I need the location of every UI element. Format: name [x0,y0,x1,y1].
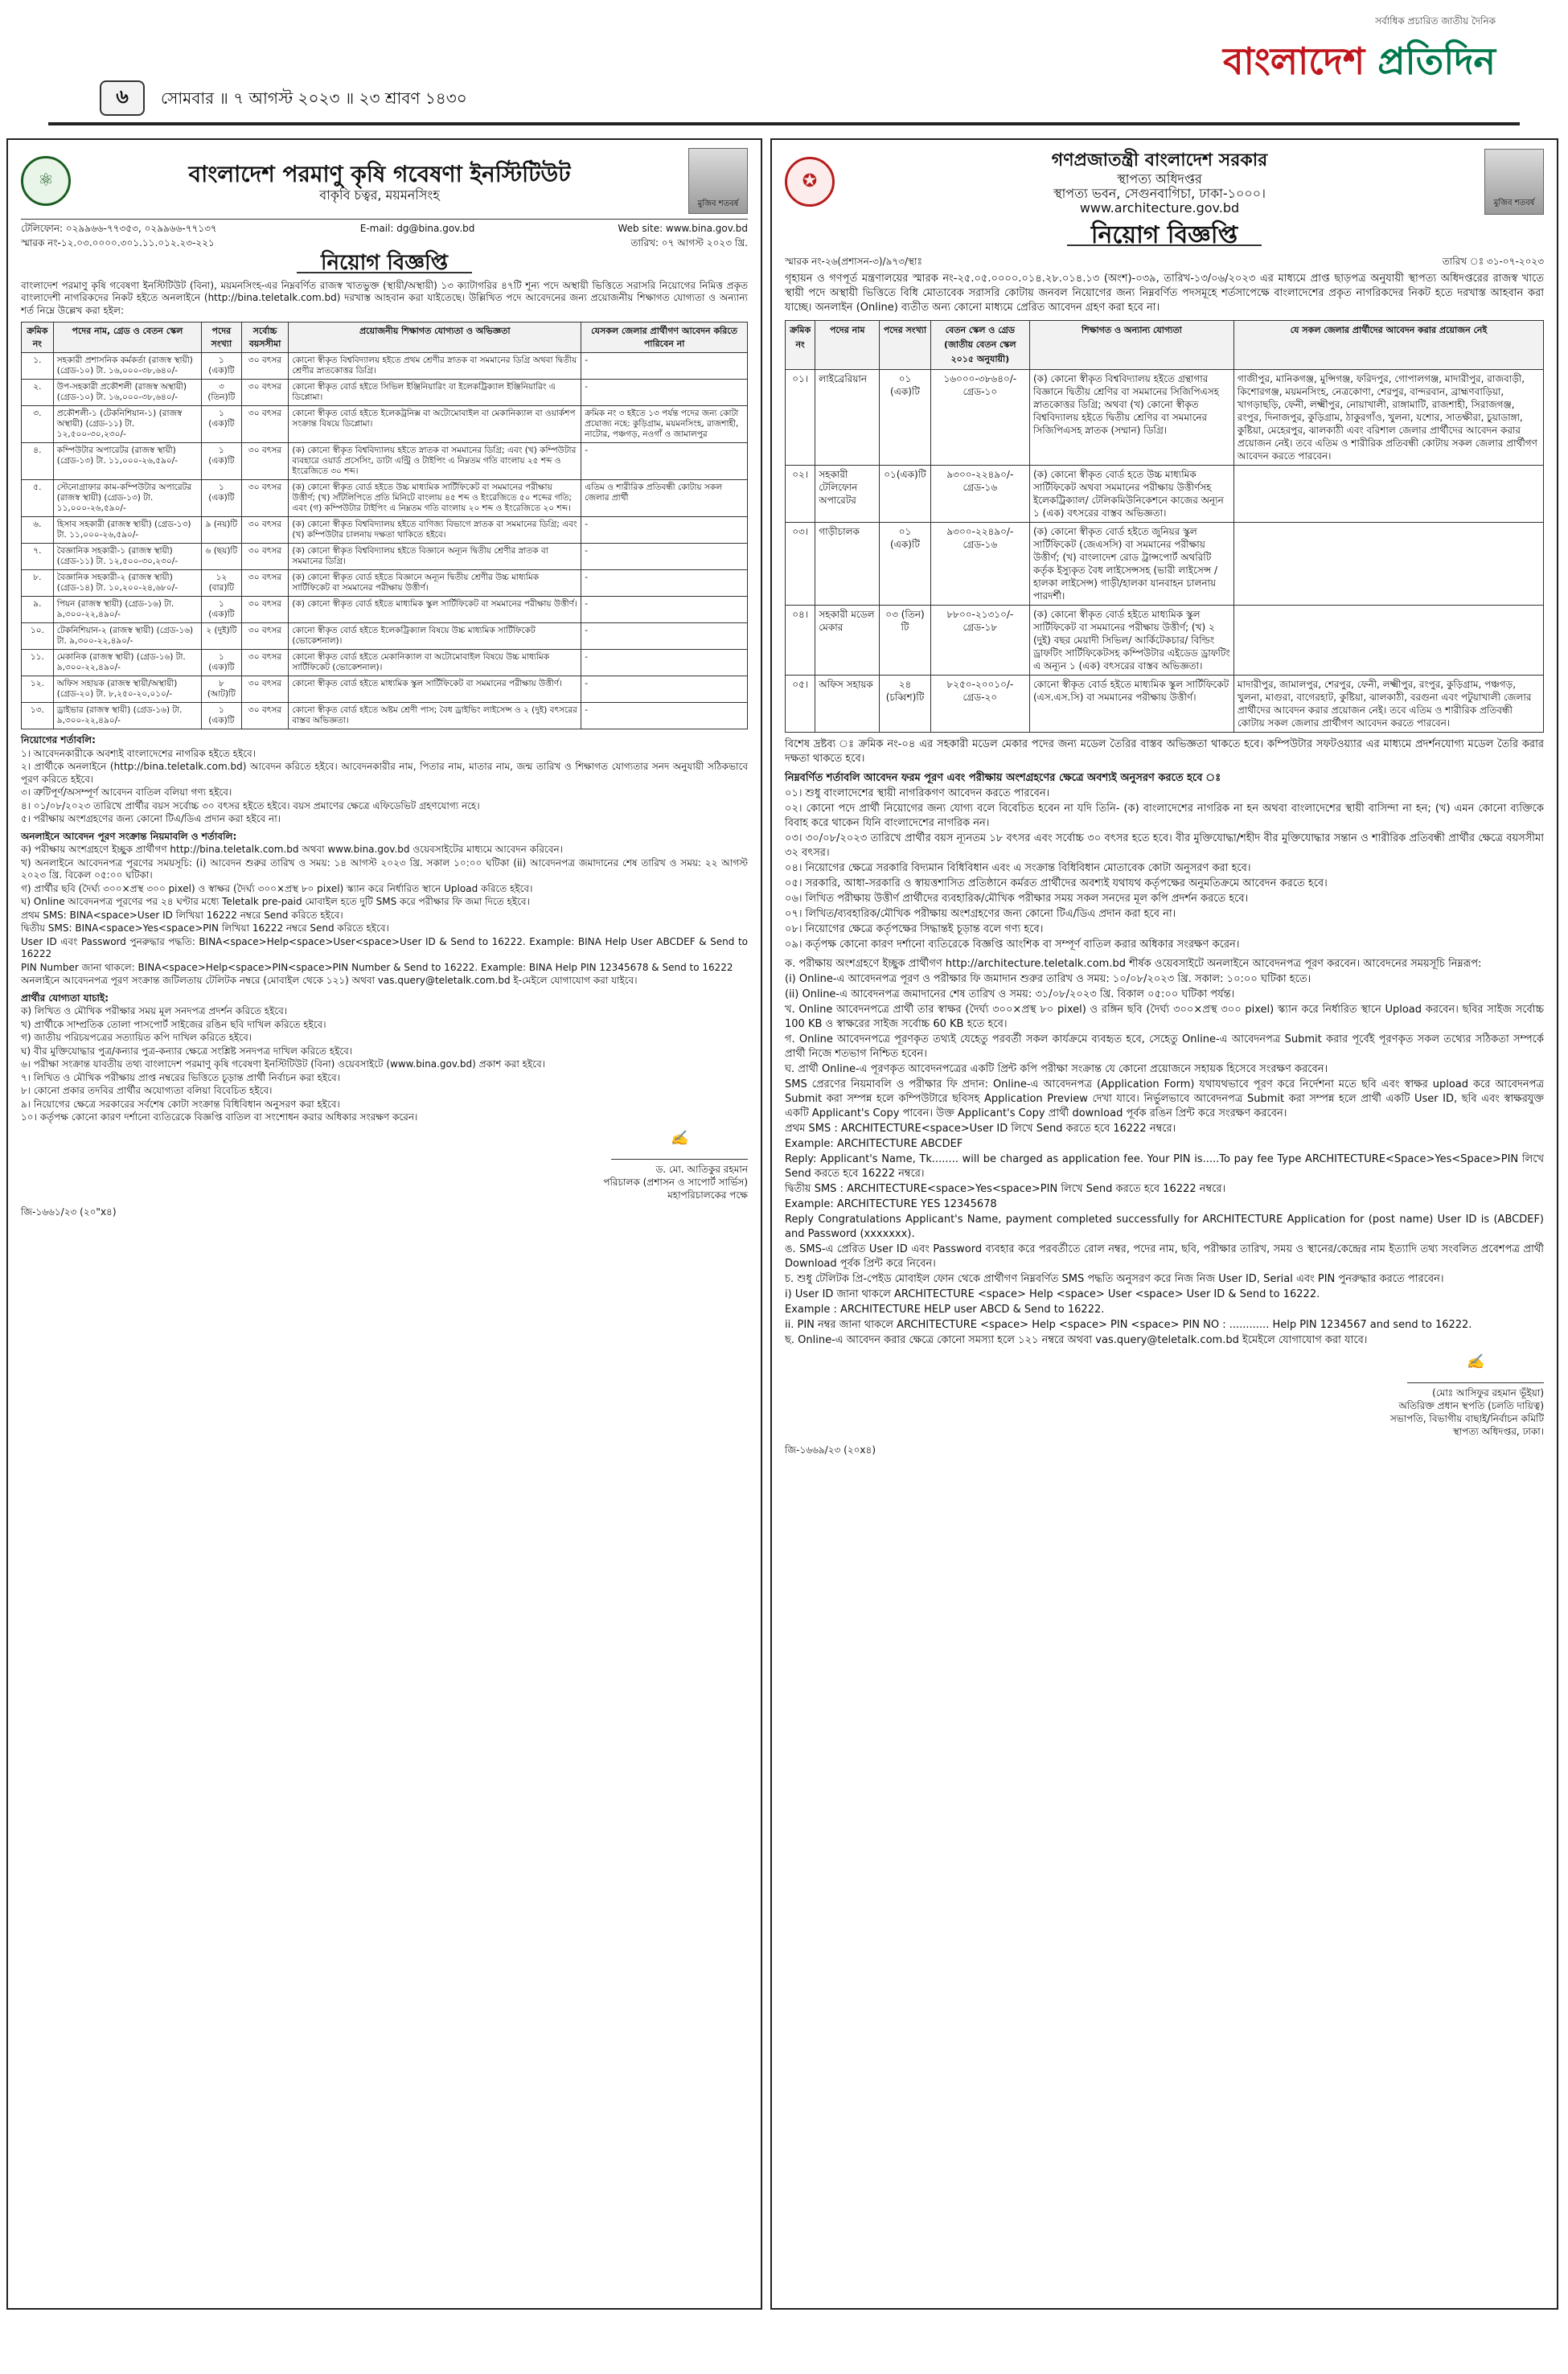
list-item: ৬। পরীক্ষা সংক্রান্ত যাবতীয় তথ্য বাংলাদেশ পরমাণু কৃষি গবেষণা ইনস্টিটিউট (বিনা) ওয়েবসাইটে (www.bina.gov.bd) প্রকাশ করা হইবে। [21,1058,545,1070]
list-item: ঘ) Online আবেদনপত্র পূরণের পর ২৪ ঘণ্টার মধ্যে Teletalk pre-paid মোবাইল হতে দুটি SMS করে পরীক্ষার ফি জমা দিতে হইবে। [21,896,530,907]
vacancy-table [21,322,748,729]
signer-role: সভাপতি, বিভাগীয় বাছাই/নির্বাচন কমিটি [1389,1413,1544,1424]
table-cell: ৩০ বৎসর [241,353,289,380]
table-cell: ৩০ বৎসর [241,570,289,597]
table-row [22,650,748,676]
table-cell: - [581,544,748,570]
table-header: পদের নাম [815,321,880,370]
table-cell: সহকারী টেলিফোন অপারেটর [815,466,880,523]
mujib-portrait-icon [1484,149,1544,215]
table-cell: ১ (এক)টি [202,406,241,443]
architecture-recruitment-ad [770,138,1558,2310]
table-cell: ৫. [22,480,54,517]
gov-header [785,148,1544,220]
website: Web site: www.bina.gov.bd [618,223,748,234]
table-row [22,380,748,406]
final-notes-list [21,1058,748,1124]
list-item: ৮। কোনো প্রকার তদবির প্রার্থীর অযোগ্যতা বলিয়া বিবেচিত হইবে। [21,1085,273,1096]
table-cell: ৯৩০০-২২৪৯০/- গ্রেড-১৬ [930,523,1029,606]
dept-website: www.architecture.gov.bd [1079,200,1240,216]
table-cell: ক্রমিক নং ৩ হইতে ১৩ পর্যন্ত পদের জন্য কোটা প্রযোজ্য নহে: কুড়িগ্রাম, ময়মনসিংহ, রাজশাহী, নাটোর, পঞ্চগড়, নওগাঁ ও জামালপুর [581,406,748,443]
table-cell: (ক) কোনো স্বীকৃত বোর্ড হইতে মাধ্যমিক স্কুল সার্টিফিকেট বা সমমানের পরীক্ষায় উত্তীর্ণ; (খ) ২ (দুই) বছর মেয়াদী সিভিল/ আর্কিটেকচার/ বিল্ডিং ড্রাফটিং সার্টিফিকেটসহ কম্পিউটার এইডেড ড্রাফটিং এ অন্যূন ১ (এক) বৎসরের বাস্তব অভিজ্ঞতা। [1029,606,1233,676]
list-item: গ) প্রার্থীর ছবি (দৈর্ঘ্য ৩০০×প্রস্থ ৩০০ pixel) ও স্বাক্ষর (দৈর্ঘ্য ৩০০×প্রস্থ ৮০ pixel) স্ক্যান করে নির্ধারিত স্থানে Upload করিতে হইবে। [21,882,533,894]
table-cell: ৩০ বৎসর [241,406,289,443]
table-cell: অফিস সহায়ক (রাজস্ব স্থায়ী/অস্থায়ী) (গ্রেড-২০) টা. ৮,২৫০-২০,০১০/- [53,676,201,703]
table-cell: কোনো স্বীকৃত বোর্ড হইতে মাধ্যমিক স্কুল সার্টিফিকেট (এস.এস.সি) বা সমমানের পরীক্ষায় উত্তীর্ণ। [1029,676,1233,733]
list-item: ৭। লিখিত ও মৌখিক পরীক্ষায় প্রাপ্ত নম্বরের ভিত্তিতে চূড়ান্ত প্রার্থী নির্বাচন করা হইবে। [21,1071,340,1083]
table-cell: ৩০ বৎসর [241,380,289,406]
table-row [22,703,748,729]
dept-name: স্থাপত্য অধিদপ্তর [1117,171,1202,187]
list-item: দ্বিতীয় SMS: BINA<space>Yes<space>PIN লিখিয়া 16222 নম্বরে Send করিতে হইবে। [21,922,389,934]
table-row [22,353,748,380]
signature-block [21,1129,748,1201]
table-cell: ৬. [22,517,54,544]
list-item: (i) Online-এ আবেদনপত্র পূরণ ও পরীক্ষার ফি জমাদান শুরুর তারিখ ও সময়: ১০/০৮/২০২৩ খ্রি. সকাল: ১০:০০ ঘটিকা হতে। [785,973,1311,985]
table-cell: ৯৩০০-২২৪৯০/- গ্রেড-১৬ [930,466,1029,523]
brand-name-part2: প্রতিদিন [1377,39,1496,83]
table-cell: ০৪। [786,606,815,676]
table-header: ক্রমিক নং [22,322,54,353]
table-row [22,406,748,443]
table-cell: ০৩ (তিন) টি [880,606,931,676]
table-cell: ২৪ (চব্বিশ)টি [880,676,931,733]
table-cell: ২ (দুই)টি [202,623,241,650]
table-cell: (ক) কোনো স্বীকৃত বোর্ড হইতে মাধ্যমিক স্কুল সার্টিফিকেট বা সমমানের পরীক্ষায় উত্তীর্ণ। [289,597,581,623]
table-cell: (ক) কোনো স্বীকৃত বিশ্ববিদ্যালয় হইতে বাণিজ্য বিভাগে স্নাতক বা সমমানের ডিগ্রি; এবং (খ) কম্পিউটার চালনায় দক্ষতা থাকিতে হইবে। [289,517,581,544]
signature-icon: ✍ [611,1132,748,1160]
table-cell: - [581,380,748,406]
table-cell: - [581,623,748,650]
table-row [786,466,1544,523]
table-cell: ১ (এক)টি [202,703,241,729]
table-row [22,597,748,623]
table-cell: অফিস সহায়ক [815,676,880,733]
notes-heading: নিয়োগের শর্তাবলি: [21,734,96,745]
signature-icon: ✍ [1407,1356,1544,1383]
list-item: দ্বিতীয় SMS : ARCHITECTURE<space>Yes<space>PIN লিখে Send করতে হবে 16222 নম্বরে। [785,1183,1226,1195]
list-item: ঘ) বীর মুক্তিযোদ্ধার পুত্র/কন্যার পুত্র-কন্যার ক্ষেত্রে সংশ্লিষ্ট সনদপত্র দাখিল করিতে হইবে। [21,1045,353,1057]
memo-date: তারিখ: ০৭ আগস্ট ২০২৩ খ্রি. [630,236,748,248]
brand-tagline: সর্বাধিক প্রচারিত জাতীয় দৈনিক [1375,15,1496,27]
bina-logo-icon: ⚛ [21,156,71,206]
table-cell: (ক) কোনো স্বীকৃত বোর্ড হইতে উচ্চ মাধ্যমিক সার্টিফিকেট বা সমমানের পরীক্ষায় উত্তীর্ণ; (খ) সাঁটলিপিতে প্রতি মিনিটে বাংলায় ৪৫ শব্দ ও ইংরেজিতে ৫০ শব্দের গতি; এবং (গ) কম্পিউটার টাইপিং এ নিম্নতম গতি বাংলায় ২০ শব্দ ও ইংরেজিতে ২০ শব্দ। [289,480,581,517]
table-cell: ৮৮০০-২১৩১০/- গ্রেড-১৮ [930,606,1029,676]
table-cell: ১২. [22,676,54,703]
table-cell: ৩০ বৎসর [241,623,289,650]
list-item: ৯। নিয়োগের ক্ষেত্রে সরকারের সর্বশেষ কোটা সংক্রান্ত বিধিবিধান অনুসরণ করা হইবে। [21,1098,340,1110]
table-cell: হিসাব সহকারী (রাজস্ব স্থায়ী) (গ্রেড-১৩) টা. ১১,০০০-২৬,৫৯০/- [53,517,201,544]
table-cell: পিয়ন (রাজস্ব স্থায়ী) (গ্রেড-১৬) টা. ৯,৩০০-২২,৪৯০/- [53,597,201,623]
table-cell: - [581,676,748,703]
table-cell: ০১(এক)টি [880,466,931,523]
list-item: ০৮। নিয়োগের ক্ষেত্রে কর্তৃপক্ষের সিদ্ধান্তই চূড়ান্ত বলে গণ্য হবে। [785,923,1044,935]
bina-recruitment-ad [6,138,762,2310]
list-item: খ. Online আবেদনপত্রে প্রার্থী তার স্বাক্ষর (দৈর্ঘ্য ৩০০×প্রস্থ ৮০ pixel) ও রঙ্গিন ছবি (দৈর্ঘ্য ৩০০×প্রস্থ ৩০০ pixel) স্ক্যান করে নির্ধারিত স্থানে Upload করবেন। ছবির সাইজ সর্বোচ্চ 100 KB ও স্বাক্ষরের সাইজ সর্বোচ্চ 60 KB হতে হবে। [785,1004,1544,1030]
email: E-mail: dg@bina.gov.bd [359,223,475,234]
table-cell: ১ (এক)টি [202,443,241,480]
table-cell: ০২। [786,466,815,523]
list-item: খ) অনলাইনে আবেদনপত্র পূরণের সময়সূচি: (i) আবেদন শুরুর তারিখ ও সময়: ১৪ আগস্ট ২০২৩ খ্রি. সকাল ১০:০০ ঘটিকা (ii) আবেদনপত্র জমাদানের শেষ তারিখ ও সময়: ২২ আগস্ট ২০২৩ খ্রি. বিকেল ০৫:০০ ঘটিকা। [21,856,748,881]
table-header: যে সকল জেলার প্রার্থীদের আবেদন করার প্রয়োজন নেই [1233,321,1543,370]
list-item: ১। আবেদনকারীকে অবশ্যই বাংলাদেশের নাগরিক হইতে হইবে। [21,747,256,759]
table-cell: ১ (এক)টি [202,650,241,676]
list-item: ii. PIN নম্বর জানা থাকলে ARCHITECTURE <space> Help <space> PIN <space> PIN NO : ............ Help PIN 1234567 and send to 16222. [785,1319,1472,1331]
table-cell: ৯. [22,597,54,623]
table-cell: গাজীপুর, মানিকগঞ্জ, মুন্সিগঞ্জ, ফরিদপুর, গোপালগঞ্জ, মাদারীপুর, রাজবাড়ী, কিশোরগঞ্জ, ময়মনসিংহ, নেত্রকোণা, শেরপুর, বান্দরবান, ব্রাহ্মণবাড়িয়া, খাগড়াছড়ি, ফেনী, লক্ষ্মীপুর, নোয়াখালী, রাঙ্গামাটি, রাজশাহী, সিরাজগঞ্জ, রংপুর, দিনাজপুর, কুড়িগ্রাম, ঠাকুরগাঁও, খুলনা, যশোর, সাতক্ষীরা, চুয়াডাঙ্গা, কুষ্টিয়া, মেহেরপুর, ঝালকাঠী এবং বরিশাল জেলার প্রার্থীদের আবেদন করার প্রয়োজন নেই। তবে এতিম ও শারীরিক প্রতিবন্ধী কোটায় সকল জেলার প্রার্থীগণ আবেদন করতে পারবেন। [1233,370,1543,466]
list-item: Example : ARCHITECTURE HELP user ABCD & Send to 16222. [785,1304,1105,1316]
table-cell: ৭. [22,544,54,570]
list-item: PIN Number জানা থাকলে: BINA<space>Help<space>PIN<space>PIN Number & Send to 16222. Example: BINA Help PIN 12345678 & Send to 16222 [21,961,733,973]
table-cell [1233,466,1543,523]
table-cell: - [581,443,748,480]
memo-date: তারিখ ঃ ৩১-০৭-২০২৩ [1442,256,1544,267]
portrait-caption: মুজিব শতবর্ষ [697,199,739,208]
table-cell: এতিম ও শারীরিক প্রতিবন্ধী কোটায় সকল জেলার প্রার্থী [581,480,748,517]
special-note: বিশেষ দ্রষ্টব্য ঃ ক্রমিক নং-০৪ এর সহকারী মডেল মেকার পদের জন্য মডেল তৈরির বাস্তব অভিজ্ঞতা থাকতে হবে। কম্পিউটার সফটওয়্যার এর মাধ্যমে প্রদর্শনযোগ্য মডেল তৈরি করার দক্ষতা থাকতে হবে। [785,738,1544,765]
table-row [786,676,1544,733]
table-cell: - [581,703,748,729]
newspaper-logo [1223,14,1496,95]
list-item: ছ. Online-এ আবেদন করার ক্ষেত্রে কোনো সমস্যা হলে ১২১ নম্বরে অথবা vas.query@teletalk.com.bd ইমেইলে যোগাযোগ করা যাবে। [785,1334,1368,1346]
table-header: প্রয়োজনীয় শিক্ষাগত যোগ্যতা ও অভিজ্ঞতা [289,322,581,353]
masthead [0,0,1568,121]
list-item: ০৩। ৩০/০৮/২০২৩ তারিখে প্রার্থীর বয়স ন্যূনতম ১৮ বৎসর এবং সর্বোচ্চ ৩০ বৎসর হতে হবে। বীর মুক্তিযোদ্ধা/শহীদ বীর মুক্তিযোদ্ধার সন্তান ও শারীরিক প্রতিবন্ধী প্রার্থীর ক্ষেত্রে বয়সসীমা ৩২ বৎসর। [785,832,1544,859]
table-cell: ১৩. [22,703,54,729]
list-item: গ. Online আবেদনপত্রে পূরণকৃত তথ্যই যেহেতু পরবর্তী সকল কার্যক্রমে ব্যবহৃত হবে, সেহেতু Online-এ আবেদনপত্র Submit করার পূর্বেই পূরণকৃত সকল তথ্যের সঠিকতা সম্পর্কে প্রার্থী নিজে শতভাগ নিশ্চিত হবেন। [785,1033,1544,1060]
list-item: ক) পরীক্ষায় অংশগ্রহণে ইচ্ছুক প্রার্থীগণ http://bina.teletalk.com.bd অথবা www.bina.gov.bd ওয়েবসাইটের মাধ্যমে আবেদন করিবেন। [21,844,563,855]
table-cell: ৮ (আট)টি [202,676,241,703]
conditions-list [785,787,1544,952]
table-row [786,370,1544,466]
list-item: ০৭। লিখিত/ব্যবহারিক/মৌখিক পরীক্ষায় অংশগ্রহণের জন্য কোনো টিএ/ডিএ প্রদান করা হবে না। [785,908,1176,920]
gov-seal-icon: ✪ [785,157,835,207]
table-cell: কোনো স্বীকৃত বোর্ড হইতে মেকানিক্যাল বা অটোমোবাইল বিষয়ে উচ্চ মাধ্যমিক সার্টিফিকেট (ভোকেশনাল)। [289,650,581,676]
org-name: বাংলাদেশ পরমাণু কৃষি গবেষণা ইনস্টিটিউট [188,161,571,188]
table-cell: ৩০ বৎসর [241,676,289,703]
table-cell: সহকারী প্রশাসনিক কর্মকর্তা (রাজস্ব স্থায়ী) (গ্রেড-১০) টা. ১৬,০০০-৩৮,৬৪০/- [53,353,201,380]
list-item: ঘ. প্রার্থী Online-এ পূরণকৃত আবেদনপত্রের একটি প্রিন্ট কপি পরীক্ষা সংক্রান্ত যে কোনো প্রয়োজনে সহায়ক হিসেবে সংরক্ষণ করবেন। [785,1063,1328,1075]
table-cell: ৪. [22,443,54,480]
table-cell: - [581,517,748,544]
list-item: (ii) Online-এ আবেদনপত্র জমাদানের শেষ তারিখ ও সময়: ৩১/০৮/২০২৩ খ্রি. বিকাল ০৫:০০ ঘটিকা পর্যন্ত। [785,988,1235,1000]
list-item: ৫। পরীক্ষায় অংশগ্রহণের জন্য কোনো টিএ/ডিএ প্রদান করা হইবে না। [21,813,281,824]
table-cell: টেকনিশিয়ান-২ (রাজস্ব স্থায়ী) (গ্রেড-১৬) টা. ৯,৩০০-২২,৪৯০/- [53,623,201,650]
table-header: পদের সংখ্যা [880,321,931,370]
list-item: প্রথম SMS: BINA<space>User ID লিখিয়া 16222 নম্বরে Send করিতে হইবে। [21,909,343,921]
brand-name-part1: বাংলাদেশ [1222,39,1378,83]
notice-title: নিয়োগ বিজ্ঞপ্তি [297,256,472,273]
table-header: পদের সংখ্যা [202,322,241,353]
date-line: সোমবার ॥ ৭ আগস্ট ২০২৩ ॥ ২৩ শ্রাবণ ১৪৩০ [161,88,467,108]
list-item: ০৪। নিয়োগের ক্ষেত্রে সরকারি বিদ্যমান বিধিবিধান এবং এ সংক্রান্ত বিধিবিধান মোতাবেক কোটা অনুসরণ করা হবে। [785,862,1251,874]
online-notes-list [785,972,1544,1348]
table-cell: কোনো স্বীকৃত বোর্ড হইতে ইলেকট্রিক্যাল বিষয়ে উচ্চ মাধ্যমিক সার্টিফিকেট (ভোকেশনাল)। [289,623,581,650]
list-item: ০৬। লিখিত পরীক্ষায় উত্তীর্ণ প্রার্থীদের ব্যবহারিক/মৌখিক পরীক্ষার সময় সকল সনদের মূল কপি প্রদর্শন করতে হবে। [785,893,1249,905]
memo-number: স্মারক নং-১২.০৩.০০০০.৩০১.১১.০১২.২৩-২২১ [21,236,215,248]
table-cell: ১১. [22,650,54,676]
table-cell: উপ-সহকারী প্রকৌশলী (রাজস্ব অস্থায়ী) (গ্রেড-১০) টা. ১৬,০০০-৩৮,৬৪০/- [53,380,201,406]
list-item: i) User ID জানা থাকলে ARCHITECTURE <space> Help <space> User <space> User ID & Send to 16222. [785,1288,1320,1300]
signer-name: ড. মো. আতিকুর রহমান [655,1163,748,1175]
table-cell: ৩ (তিন)টি [202,380,241,406]
table-cell: বৈজ্ঞানিক সহকারী-১ (রাজস্ব স্থায়ী) (গ্রেড-১১) টা. ১২,৫০০-৩০,২৩০/- [53,544,201,570]
table-cell: ০১ (এক)টি [880,370,931,466]
table-header: শিক্ষাগত ও অন্যান্য যোগ্যতা [1029,321,1233,370]
table-row [22,517,748,544]
table-cell: কোনো স্বীকৃত বোর্ড হইতে অষ্টম শ্রেণী পাস; বৈধ ড্রাইভিং লাইসেন্স ও ২ (দুই) বৎসরের বাস্তব অভিজ্ঞতা। [289,703,581,729]
ad-code: জি-১৬৬৯/২৩ (২০x৪) [785,1444,876,1456]
table-cell: ৩০ বৎসর [241,480,289,517]
table-cell: প্রকৌশলী-১ (টেকনিশিয়ান-১) (রাজস্ব অস্থায়ী) (গ্রেড-১১) টা. ১২,৫০০-৩০,২৩০/- [53,406,201,443]
table-cell: (ক) কোনো স্বীকৃত বোর্ড হতে উচ্চ মাধ্যমিক সার্টিফিকেট অথবা সমমানের পরীক্ষায় উত্তীর্ণসহ ইলেকট্রিক্যাল/ টেলিকমিউনিকেশনে কাজের অন্যূন ১ (এক) বৎসরের বাস্তব অভিজ্ঞতা। [1029,466,1233,523]
page-number: ৬ [100,80,145,116]
table-cell: ৮২৫০-২০০১০/- গ্রেড-২০ [930,676,1029,733]
table-cell: কোনো স্বীকৃত বোর্ড হইতে মাধ্যমিক স্কুল সার্টিফিকেট বা সমমানের পরীক্ষায় উত্তীর্ণ। [289,676,581,703]
list-item: SMS প্রেরণের নিয়মাবলি ও পরীক্ষার ফি প্রদান: Online-এ আবেদনপত্র (Application Form) যথাযথভাবে পূরণ করে নির্দেশনা মতে ছবি এবং স্বাক্ষর upload করে আবেদনপত্র Submit করা সম্পন্ন হলে কম্পিউটারে ছবিসহ Application Preview দেখা যাবে। নির্ভুলভাবে আবেদনপত্র Submit করা সম্পন্ন হলে প্রার্থী একটি User ID, ছবি এবং স্বাক্ষরযুক্ত একটি Applicant's Copy পাবেন। উক্ত Applicant's Copy প্রার্থী download পূর্বক রঙিন প্রিন্ট করে সংরক্ষণ করবেন। [785,1078,1544,1119]
table-row [22,570,748,597]
table-row [786,606,1544,676]
table-cell: ৩০ বৎসর [241,703,289,729]
table-cell: ০১ (এক)টি [880,523,931,606]
list-item: ২। প্রার্থীকে অনলাইনে (http://bina.teletalk.com.bd) আবেদন করিতে হইবে। আবেদনকারীর নাম, পিতার নাম, মাতার নাম, জন্ম তারিখ ও শিক্ষাগত যোগ্যতার সনদ অনুযায়ী সঠিকভাবে পূরণ করিতে হইবে। [21,761,748,785]
table-row [22,623,748,650]
table-cell: লাইব্রেরিয়ান [815,370,880,466]
list-item: ১০। কর্তৃপক্ষ কোনো কারণ দর্শানো ব্যতিরেকে বিজ্ঞপ্তি বাতিল বা সংশোধন করার অধিকার সংরক্ষণ করেন। [21,1111,418,1123]
list-item: ঙ. SMS-এ প্রেরিত User ID এবং Password ব্যবহার করে পরবর্তীতে রোল নম্বর, পদের নাম, ছবি, পরীক্ষার তারিখ, সময় ও স্থানের/কেন্দ্রের নাম ইত্যাদি তথ্য সংবলিত প্রবেশপত্র প্রার্থী Download পূর্বক প্রিন্ট করে নিবেন। [785,1243,1544,1270]
table-cell: (ক) কোনো স্বীকৃত বিশ্ববিদ্যালয় হইতে বিজ্ঞানে অন্যূন দ্বিতীয় শ্রেণীর স্নাতক বা সমমানের ডিগ্রি। [289,544,581,570]
notes-list [21,748,748,826]
list-item: গ) জাতীয় পরিচয়পত্রের সত্যায়িত কপি দাখিল করিতে হইবে। [21,1032,252,1043]
list-item: প্রথম SMS : ARCHITECTURE<space>User ID লিখে Send করতে হবে 16222 নম্বরে। [785,1123,1176,1135]
table-cell: বৈজ্ঞানিক সহকারী-২ (রাজস্ব স্থায়ী) (গ্রেড-১৪) টা. ১০,২০০-২৪,৬৮০/- [53,570,201,597]
table-cell: (ক) কোনো স্বীকৃত বিশ্ববিদ্যালয় হইতে স্নাতক বা সমমানের ডিগ্রি; এবং (খ) কম্পিউটার ব্যবহারে ওয়ার্ড প্রসেসিং, ডাটা এন্ট্রি ও টাইপিং এ নিম্নতম গতি বাংলায় ২৫ শব্দ ও ইংরেজিতে ৩০ শব্দ। [289,443,581,480]
table-cell: ১. [22,353,54,380]
mujib-portrait-icon [688,148,748,214]
table-cell: মেকানিক (রাজস্ব স্থায়ী) (গ্রেড-১৬) টা. ৯,৩০০-২২,৪৯০/- [53,650,201,676]
signer-org: মহাপরিচালকের পক্ষে [667,1189,748,1201]
list-item: Example: ARCHITECTURE YES 12345678 [785,1198,997,1210]
table-cell: ৬ (ছয়)টি [202,544,241,570]
table-cell [1233,606,1543,676]
signer-title: অতিরিক্ত প্রধান স্থপতি (চলতি দায়িত্ব) [1398,1400,1544,1411]
table-cell: কোনো স্বীকৃত বোর্ড হইতে ইলেকট্রনিক্স বা অটোমোবাইল বা মেকানিক্যাল বা ওয়ার্কশপ সংক্রান্ত বিষয়ে ডিপ্লোমা। [289,406,581,443]
online-notes-list [21,844,748,988]
table-cell: ৩০ বৎসর [241,544,289,570]
masthead-rule [48,122,1520,125]
table-cell: ০১। [786,370,815,466]
table-cell: (ক) কোনো স্বীকৃত বোর্ড হইতে জুনিয়র স্কুল সার্টিফিকেট (জেএসসি) বা সমমানের পরীক্ষায় উত্তীর্ণ; (খ) বাংলাদেশ রোড ট্রান্সপোর্ট অথরিটি কর্তৃক ইস্যুকৃত বৈধ লাইসেন্সসহ (ভারী লাইসেন্স / হালকা লাইসেন্স) গাড়ী/হালকা যানবাহন চালনায় পারদর্শী। [1029,523,1233,606]
list-item: Example: ARCHITECTURE ABCDEF [785,1138,963,1150]
table-cell: - [581,650,748,676]
docs-heading: প্রার্থীর যোগ্যতা যাচাই: [21,992,109,1004]
table-cell: ৩০ বৎসর [241,443,289,480]
table-cell: ৩০ বৎসর [241,517,289,544]
table-cell: ৩০ বৎসর [241,597,289,623]
phone: টেলিফোন: ০২৯৯৬৬-৭৭৩৫৩, ০২৯৯৬৬-৭৭১৩৭ [21,223,217,234]
table-cell: - [581,597,748,623]
table-cell: ড্রাইভার (রাজস্ব স্থায়ী) (গ্রেড-১৬) টা. ৯,৩০০-২২,৪৯০/- [53,703,201,729]
table-cell: - [581,353,748,380]
table-header: পদের নাম, গ্রেড ও বেতন স্কেল [53,322,201,353]
table-cell: - [581,570,748,597]
table-cell: ৯ (নয়)টি [202,517,241,544]
list-item: ৪। ০১/০৮/২০২৩ তারিখে প্রার্থীর বয়স সর্বোচ্চ ৩০ বৎসর হইতে হইবে। বয়স প্রমাণের ক্ষেত্রে এফিডেভিট গ্রহণযোগ্য নহে। [21,799,480,811]
table-cell: ১২ (বার)টি [202,570,241,597]
signature-block [785,1353,1544,1438]
table-cell: গাড়ীচালক [815,523,880,606]
table-cell: সহকারী মডেল মেকার [815,606,880,676]
table-header: ক্রমিক নং [786,321,815,370]
docs-notes-list [21,1005,748,1058]
table-cell: ০৫। [786,676,815,733]
table-header: বেতন স্কেল ও গ্রেড (জাতীয় বেতন স্কেল ২০১৫ অনুযায়ী) [930,321,1029,370]
table-cell: কোনো স্বীকৃত বিশ্ববিদ্যালয় হইতে প্রথম শ্রেণীর স্নাতক বা সমমানের ডিগ্রি অথবা দ্বিতীয় শ্রেণীর স্নাতকোত্তর ডিগ্রি। [289,353,581,380]
list-item: চ. শুধু টেলিটক প্রি-পেইড মোবাইল ফোন থেকে প্রার্থীগণ নিম্নবর্ণিত SMS পদ্ধতি অনুসরণ করে নিজ নিজ User ID, Serial এবং PIN পুনরুদ্ধার করতে পারবেন। [785,1273,1444,1285]
online-heading: ক. পরীক্ষায় অংশগ্রহণে ইচ্ছুক প্রার্থীগণ http://architecture.teletalk.com.bd শীর্ষক ওয়েবসাইটে অনলাইনে আবেদনপত্র পূরণ করবেন। আবেদনের সময়সূচি নিম্নরূপ: [785,958,1482,970]
list-item: অনলাইনে আবেদনপত্র পূরণ সংক্রান্ত জটিলতায় টেলিটক নম্বরে (মোবাইল থেকে ১২১) অথবা vas.query@teletalk.com.bd ই-মেইলে যোগাযোগ করা যাইবে। [21,975,638,986]
intro-text: বাংলাদেশ পরমাণু কৃষি গবেষণা ইনস্টিটিউট (বিনা), ময়মনসিংহ-এর নিম্নবর্ণিত রাজস্ব খাতভুক্ত (স্থায়ী/অস্থায়ী) ১৩ ক্যাটাগরির ৪৭টি শূন্য পদে অস্থায়ী ভিত্তিতে সরাসরি নিয়োগের নিমিত্ত প্রকৃত বাংলাদেশী নাগরিকদের নিকট হইতে অনলাইনে (http://bina.teletalk.com.bd) দরখাস্ত আহবান করা যাইতেছে। উল্লিখিত পদে আবেদনের জন্য প্রয়োজনীয় শিক্ষাগত যোগ্যতা ও অন্যান্য শর্ত নিম্নে উল্লেখ করা হইল: [21,279,748,316]
list-item: ০১। শুধু বাংলাদেশের স্থায়ী নাগরিকগণ আবেদন করতে পারবেন। [785,787,1050,799]
table-cell: মাদারীপুর, জামালপুর, শেরপুর, ফেনী, লক্ষ্মীপুর, রংপুর, কুড়িগ্রাম, পঞ্চগড়, খুলনা, মাগুরা, বাগেরহাট, কুষ্টিয়া, ঝালকাঠী, বরগুনা এবং পটুয়াখালী জেলার প্রার্থীদের আবেদন করার প্রয়োজন নেই। তবে এতিম ও শারীরিক প্রতিবন্ধী কোটায় সকল জেলার প্রার্থীগণ আবেদন করতে পারবেন। [1233,676,1543,733]
table-row [22,676,748,703]
list-item: ০৯। কর্তৃপক্ষ কোনো কারণ দর্শানো ব্যতিরেকে বিজ্ঞপ্তি আংশিক বা সম্পূর্ণ বাতিল করার অধিকার সংরক্ষণ করেন। [785,939,1240,951]
ad-code: জি-১৬৬১/২৩ (২০"x৪) [21,1205,117,1218]
memo-number: স্মারক নং-২৬(প্রশাসন-৩)/৯৭৩/স্থাঃ [785,256,922,267]
signer-org: স্থাপত্য অধিদপ্তর, ঢাকা। [1452,1426,1544,1437]
online-heading: অনলাইনে আবেদন পূরণ সংক্রান্ত নিয়মাবলি ও শর্তাবলি: [21,830,237,842]
table-cell: ১০. [22,623,54,650]
table-cell: ৩০ বৎসর [241,650,289,676]
list-item: Reply Congratulations Applicant's Name, payment completed successfully for ARCHITECTURE Application for (post name) User ID is (ABCDEF) and Password (xxxxxxx). [785,1214,1544,1240]
list-item: ০৫। সরকারি, আধা-সরকারি ও স্বায়ত্তশাসিত প্রতিষ্ঠানে কর্মরত প্রার্থীদের অবশ্যই যথাযথ কর্তৃপক্ষের অনুমতিক্রমে আবেদন করতে হবে। [785,877,1328,889]
table-cell: ২. [22,380,54,406]
org-header [21,148,748,220]
table-header: সর্বোচ্চ বয়সসীমা [241,322,289,353]
table-row [22,480,748,517]
signer-title: পরিচালক (প্রশাসন ও সাপোর্ট সার্ভিস) [603,1176,748,1188]
table-cell: ১৬০০০-৩৮৬৪০/- গ্রেড-১০ [930,370,1029,466]
table-cell [1233,523,1543,606]
table-cell: কোনো স্বীকৃত বোর্ড হইতে সিভিল ইঞ্জিনিয়ারিং বা ইলেকট্রিক্যাল ইঞ্জিনিয়ারিং এ ডিপ্লোমা। [289,380,581,406]
gov-name: গণপ্রজাতন্ত্রী বাংলাদেশ সরকার [1051,150,1268,170]
list-item: User ID এবং Password পুনরুদ্ধার পদ্ধতি: BINA<space>Help<space>User<space>User ID & Send to 16222. Example: BINA Help User ABCDEF & Send to 16222 [21,935,748,959]
table-cell: কম্পিউটার অপারেটর (রাজস্ব স্থায়ী) (গ্রেড-১৩) টা. ১১,০০০-২৬,৫৯০/- [53,443,201,480]
table-cell: ১ (এক)টি [202,480,241,517]
signer-name: (মোঃ আসিফুর রহমান ভূঁইয়া) [1432,1387,1544,1399]
dept-address: স্থাপত্য ভবন, সেগুনবাগিচা, ঢাকা-১০০০। [1053,186,1266,201]
table-row [22,443,748,480]
list-item: ক) লিখিত ও মৌখিক পরীক্ষার সময় মূল সনদপত্র প্রদর্শন করিতে হইবে। [21,1005,288,1017]
table-row [786,523,1544,606]
table-row [22,544,748,570]
list-item: ০২। কোনো পদে প্রার্থী নিয়োগের জন্য যোগ্য বলে বিবেচিত হবেন না যদি তিনি- (ক) বাংলাদেশের নাগরিক না হন অথবা বাংলাদেশের স্থায়ী বাসিন্দা না হন; (খ) এমন কোনো ব্যক্তিকে বিবাহ করে থাকেন যিনি বাংলাদেশের নাগরিক নন। [785,803,1544,829]
intro-text: গৃহায়ন ও গণপূর্ত মন্ত্রণালয়ের স্মারক নং-২৫.০৫.০০০০.০১৪.২৮.০১৪.১৩ (অংশ)-০৩৯, তারিখ-১৩/০৬/২০২৩ এর মাধ্যমে প্রাপ্ত ছাড়পত্র অনুযায়ী স্থাপত্য অধিদপ্তরের রাজস্ব খাতে স্থায়ী পদে অস্থায়ী ভিত্তিতে বিধি মোতাবেক সরাসরি কোটায় জনবল নিয়োগের জন্য নিম্নবর্ণিত পদসমূহে শর্তসাপেক্ষে বাংলাদেশের প্রকৃত নাগরিকদের নিকট হতে দরখাস্ত আহবান করা যাচ্ছে। অনলাইন (Online) ব্যতীত অন্য কোনো মাধ্যমে প্রেরিত আবেদন গ্রহণ করা হবে না। [785,273,1544,314]
table-cell: ১ (এক)টি [202,353,241,380]
notice-title: নিয়োগ বিজ্ঞপ্তি [1067,227,1262,246]
table-header: যেসকল জেলার প্রার্থীগণ আবেদন করিতে পারিবেন না [581,322,748,353]
vacancy-table [785,320,1544,733]
table-cell: ৩. [22,406,54,443]
list-item: খ) প্রার্থীকে সাম্প্রতিক তোলা পাসপোর্ট সাইজের রঙিন ছবি দাখিল করিতে হইবে। [21,1018,326,1030]
table-cell: (ক) কোনো স্বীকৃত বিশ্ববিদ্যালয় হইতে গ্রন্থাগার বিজ্ঞানে দ্বিতীয় শ্রেণির বা সমমানের সিজিপিএসহ স্নাতকোত্তর ডিগ্রি; অথবা (খ) কোনো স্বীকৃত বিশ্ববিদ্যালয় হইতে দ্বিতীয় শ্রেণির বা সমমানের সিজিপিএসহ স্নাতক (সম্মান) ডিগ্রি। [1029,370,1233,466]
list-item: Reply: Applicant's Name, Tk........ will be charged as application fee. Your PIN is.....To pay fee Type ARCHITECTURE<Space>Yes<Space>PIN লিখে Send করতে হবে 16222 নম্বরে। [785,1153,1544,1180]
table-cell: ৮. [22,570,54,597]
table-cell: স্টেনোগ্রাফার কাম-কম্পিউটার অপারেটর (রাজস্ব স্থায়ী) (গ্রেড-১৩) টা. ১১,০০০-২৬,৫৯০/- [53,480,201,517]
list-item: ৩। ত্রুটিপূর্ণ/অসম্পূর্ণ আবেদন বাতিল বলিয়া গণ্য হইবে। [21,787,232,798]
portrait-caption: মুজিব শতবর্ষ [1493,199,1535,207]
table-cell: (ক) কোনো স্বীকৃত বোর্ড হইতে বিজ্ঞানে অন্যূন দ্বিতীয় শ্রেণীর উচ্চ মাধ্যমিক সার্টিফিকেট বা সমমানের পরীক্ষায় উত্তীর্ণ। [289,570,581,597]
table-cell: ১ (এক)টি [202,597,241,623]
conditions-heading: নিম্নবর্ণিত শর্তাবলি আবেদন ফরম পূরণ এবং পরীক্ষায় অংশগ্রহণের ক্ষেত্রে অবশ্যই অনুসরণ করতে হবে ঃ [785,772,1221,784]
table-cell: ০৩। [786,523,815,606]
org-address: বাকৃবি চত্বর, ময়মনসিংহ [319,187,440,203]
